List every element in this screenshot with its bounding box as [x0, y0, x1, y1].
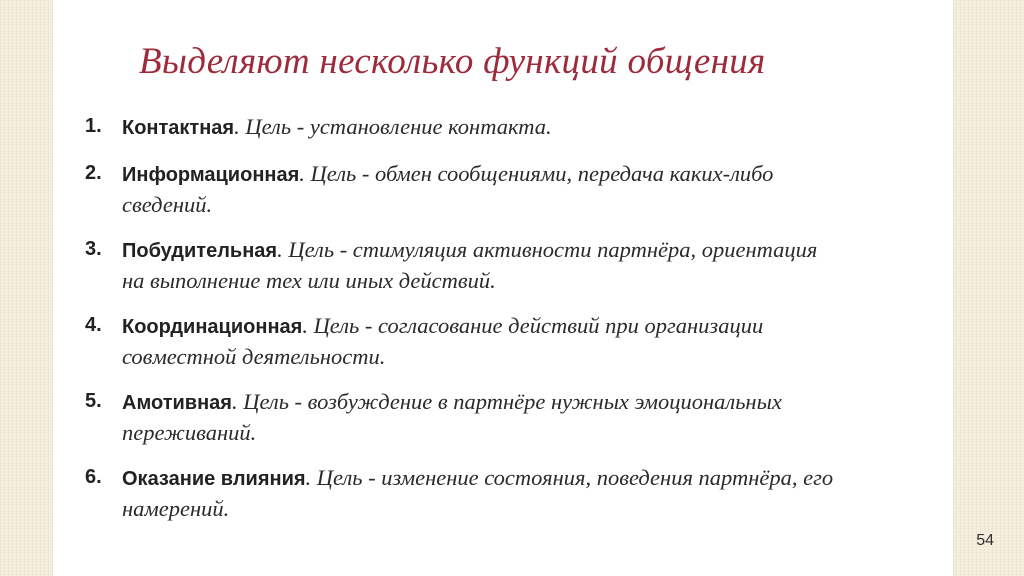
item-description: . Цель - изменение состояния, поведения партнёра, его намерений. [122, 465, 834, 521]
item-description: . Цель - возбуждение в партнёре нужных эмоциональных переживаний. [122, 389, 782, 445]
item-number: 6. [85, 466, 102, 488]
item-number: 5. [85, 390, 102, 412]
item-name: Координационная [122, 316, 303, 338]
item-description: . Цель - обмен сообщениями, передача каких-либо сведений. [122, 161, 774, 217]
slide [52, 0, 954, 576]
item-number: 4. [85, 314, 102, 336]
functions-list [85, 112, 845, 539]
list-item [85, 159, 845, 219]
item-number: 1. [85, 115, 102, 137]
item-description: . Цель - установление контакта. [234, 114, 552, 139]
item-name: Амотивная [122, 392, 232, 414]
list-item [85, 235, 845, 295]
list-item [85, 387, 845, 447]
item-name: Побудительная [122, 240, 278, 262]
page-number: 54 [976, 532, 994, 549]
item-number: 3. [85, 238, 102, 260]
item-description: . Цель - согласование действий при организации совместной деятельности. [122, 313, 764, 369]
slide-title: Выделяют несколько функций общения [139, 41, 766, 82]
item-name: Информационная [122, 164, 300, 186]
list-item [85, 311, 845, 371]
item-name: Оказание влияния [122, 468, 306, 490]
item-description: . Цель - стимуляция активности партнёра, ориентация на выполнение тех или иных действий. [122, 237, 818, 293]
list-item [85, 463, 845, 523]
list-item [85, 112, 845, 143]
item-number: 2. [85, 162, 102, 184]
item-name: Контактная [122, 117, 235, 139]
